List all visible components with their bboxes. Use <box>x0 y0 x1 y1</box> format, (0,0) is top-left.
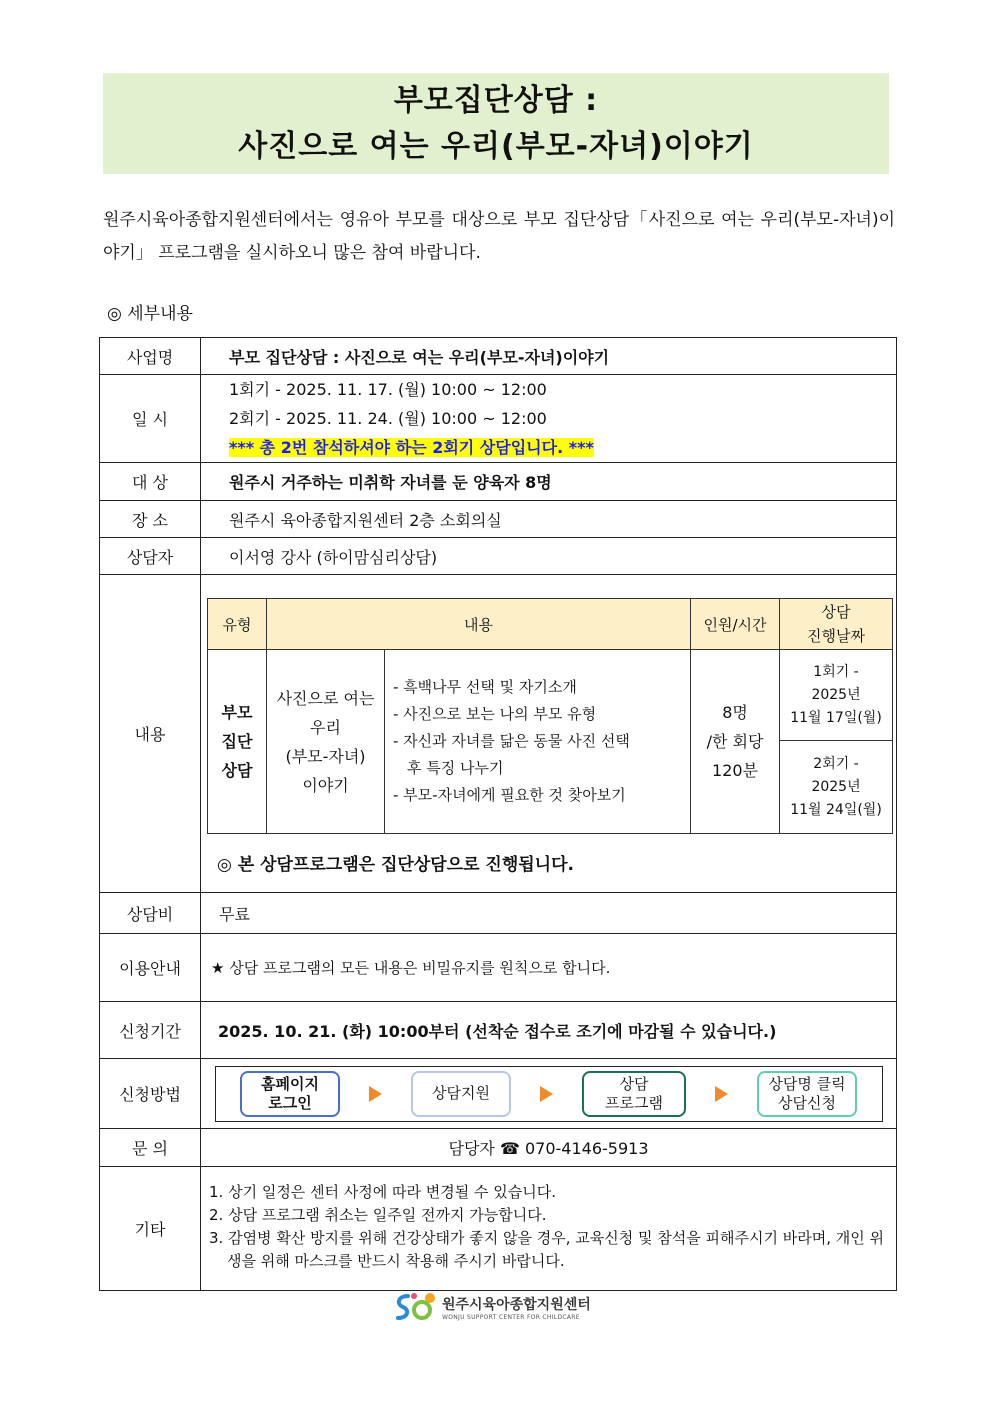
list-item: 후 특징 나누기 <box>407 759 504 777</box>
header-type: 유형 <box>208 599 267 650</box>
arrow-right-icon <box>715 1086 728 1102</box>
session-2: 2회기 - 2025. 11. 24. (월) 10:00 ~ 12:00 <box>229 409 547 428</box>
label-place: 장 소 <box>100 501 201 538</box>
label-inquiry: 문 의 <box>100 1129 201 1167</box>
value-fee: 무료 <box>201 893 897 934</box>
title-banner <box>103 73 889 174</box>
list-item: - 부모-자녀에게 필요한 것 찾아보기 <box>393 786 626 804</box>
header-people: 인원/시간 <box>691 599 780 650</box>
list-item: - 사진으로 보는 나의 부모 유형 <box>393 705 597 723</box>
row-program <box>100 338 897 375</box>
row-schedule <box>100 375 897 463</box>
org-name-en: WONJU SUPPORT CENTER FOR CHILDCARE <box>442 1313 580 1321</box>
value-inquiry: 담당자 ☎ 070-4146-5913 <box>201 1129 897 1167</box>
label-method: 신청방법 <box>100 1059 201 1129</box>
label-etc: 기타 <box>100 1167 201 1291</box>
title-line-2: 사진으로 여는 우리(부모-자녀)이야기 <box>238 128 754 164</box>
arrow-right-icon <box>540 1086 553 1102</box>
value-target: 원주시 거주하는 미취학 자녀를 둔 양육자 8명 <box>201 463 897 501</box>
content-note: ◎ 본 상담프로그램은 집단상담으로 진행됩니다. <box>217 855 574 875</box>
value-counselor: 이서영 강사 (하이맘심리상담) <box>201 538 897 575</box>
row-method <box>100 1059 897 1129</box>
details-table <box>99 337 897 1291</box>
value-place: 원주시 육아종합지원센터 2층 소회의실 <box>201 501 897 538</box>
label-guide: 이용안내 <box>100 934 201 1002</box>
row-etc <box>100 1167 897 1291</box>
date-cell-1: 1회기 - 2025년 11월 17일(월) <box>780 650 893 741</box>
row-counselor <box>100 538 897 575</box>
footer-logo <box>394 1290 591 1324</box>
schedule-notice: *** 총 2번 참석하셔야 하는 2회기 상담입니다. *** <box>229 438 594 457</box>
value-period: 2025. 10. 21. (화) 10:00부터 (선착순 접수로 조기에 마감될 수 있습니다.) <box>201 1002 897 1059</box>
row-target <box>100 463 897 501</box>
date-cell-2: 2회기 - 2025년 11월 24일(월) <box>780 741 893 834</box>
label-target: 대 상 <box>100 463 201 501</box>
section-heading: ◎ 세부내용 <box>107 304 193 324</box>
row-guide <box>100 934 897 1002</box>
header-date: 상담 진행날짜 <box>780 599 893 650</box>
session-1: 1회기 - 2025. 11. 17. (월) 10:00 ~ 12:00 <box>229 380 547 399</box>
list-item: - 흑백나무 선택 및 자기소개 <box>393 678 577 696</box>
step-counsel-program: 상담 프로그램 <box>582 1071 686 1117</box>
application-flow <box>215 1066 883 1122</box>
step-counsel-support: 상담지원 <box>411 1071 511 1117</box>
list-item: 2. 상담 프로그램 취소는 일주일 전까지 가능합니다. <box>209 1206 547 1224</box>
label-schedule: 일 시 <box>100 375 201 463</box>
row-content <box>100 575 897 893</box>
list-item: 3. 감염병 확산 방지를 위해 건강상태가 좋지 않을 경우, 교육신청 및 참석을 피해주시기 바라며, 개인 위생을 위해 마스크를 반드시 착용해 주시기 바랍니다. <box>209 1229 884 1270</box>
title-line-1: 부모집단상담 : <box>393 82 599 118</box>
intro-paragraph: 원주시육아종합지원센터에서는 영유아 부모를 대상으로 부모 집단상담「사진으로 여는 우리(부모-자녀)이야기」 프로그램을 실시하오니 많은 참여 바랍니다. <box>103 210 895 263</box>
label-content: 내용 <box>100 575 201 893</box>
step-homepage-login: 홈페이지 로그인 <box>240 1071 340 1117</box>
list-item: - 자신과 자녀를 닮은 동물 사진 선택 <box>393 732 630 750</box>
type-cell: 부모 집단 상담 <box>208 650 267 834</box>
row-period <box>100 1002 897 1059</box>
step-apply: 상담명 클릭 상담신청 <box>757 1071 857 1117</box>
row-inquiry <box>100 1129 897 1167</box>
label-counselor: 상담자 <box>100 538 201 575</box>
row-fee <box>100 893 897 934</box>
arrow-right-icon <box>369 1086 382 1102</box>
header-content: 내용 <box>267 599 691 650</box>
value-program: 부모 집단상담 : 사진으로 여는 우리(부모-자녀)이야기 <box>201 338 897 375</box>
label-program: 사업명 <box>100 338 201 375</box>
people-cell: 8명 /한 회당 120분 <box>691 650 780 834</box>
center-logo-icon <box>394 1290 438 1324</box>
content-table <box>207 598 893 834</box>
value-guide: ★ 상담 프로그램의 모든 내용은 비밀유지를 원칙으로 합니다. <box>201 934 897 1002</box>
label-fee: 상담비 <box>100 893 201 934</box>
org-name-ko: 원주시육아종합지원센터 <box>442 1296 591 1313</box>
label-period: 신청기간 <box>100 1002 201 1059</box>
program-items-cell <box>385 650 691 834</box>
row-place <box>100 501 897 538</box>
program-title-cell: 사진으로 여는 우리 (부모-자녀) 이야기 <box>267 650 385 834</box>
list-item: 1. 상기 일정은 센터 사정에 따라 변경될 수 있습니다. <box>209 1183 557 1201</box>
